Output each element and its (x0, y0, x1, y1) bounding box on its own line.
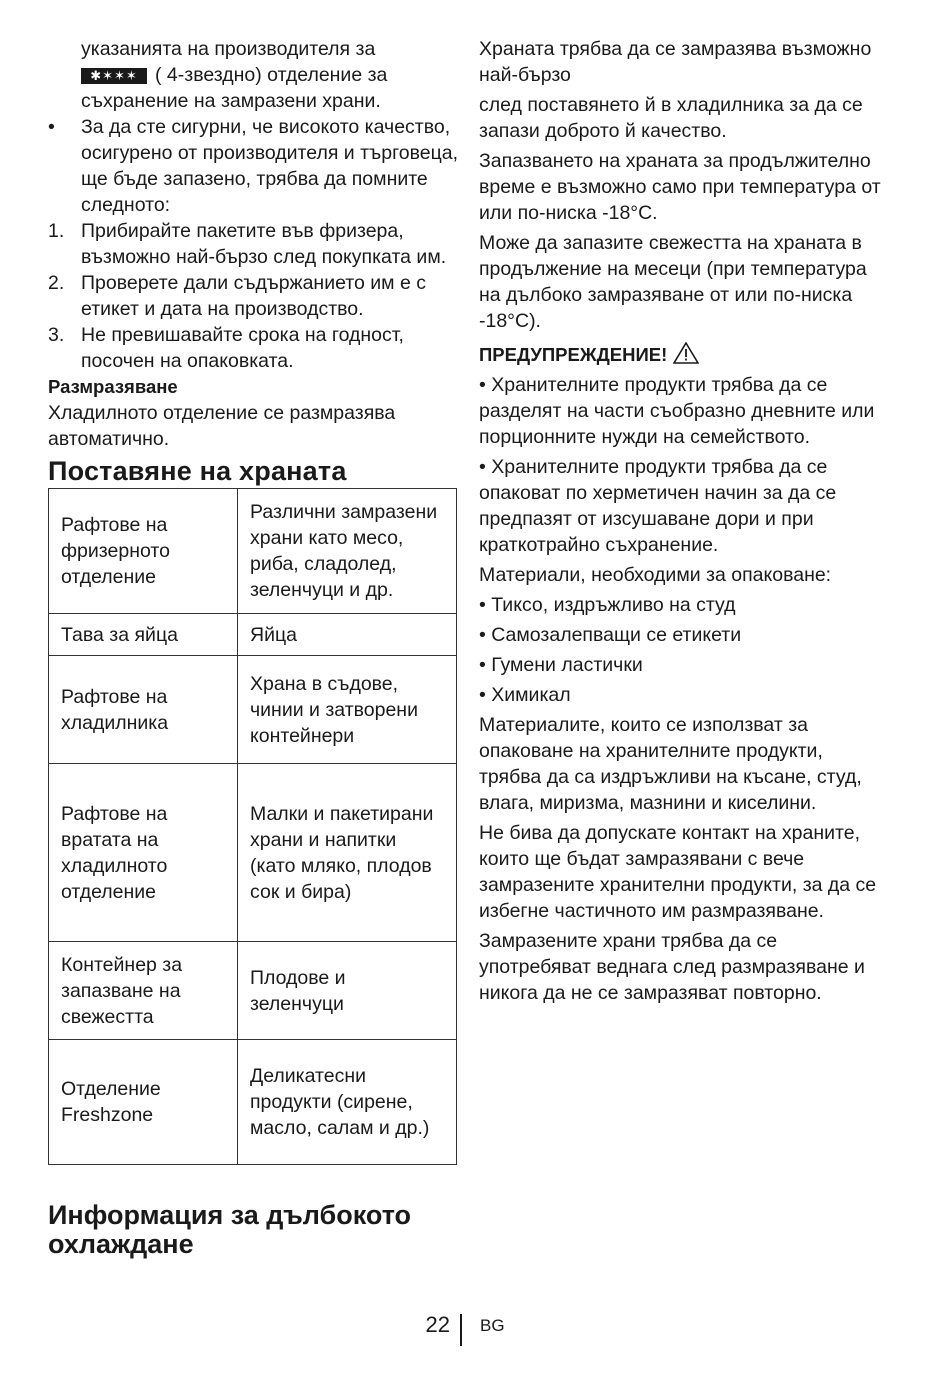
page-footer (0, 1310, 950, 1344)
table-cell-food: Плодове и зеленчуци (238, 942, 457, 1040)
table-row (49, 489, 457, 614)
warning-title: ПРЕДУПРЕЖДЕНИЕ! (479, 344, 668, 365)
table-cell-location: Рафтове на фризерното отделение (49, 489, 238, 614)
list-number: 3. (48, 324, 65, 346)
list-text: Проверете дали съдържанието им е с етикет и дата на производство. (81, 272, 426, 320)
paragraph: Материалите, които се използват за опаковане на хранителните продукти, трябва да са издръжливи на късане, студ, влага, миризма, мазнини и киселини. (479, 714, 862, 814)
material-item: • Гумени ластички (479, 654, 643, 676)
paragraph: Запазването на храната за продължително време е възможно само при температура от или по-ниска -18°C. (479, 150, 881, 224)
language-code: BG (480, 1316, 505, 1335)
bullet-item (48, 114, 458, 218)
paragraph: Не бива да допускате контакт на храните, които ще бъдат замразявани с вече замразените хранителни продукти, за да се избегне частичното им размразяване. (479, 822, 877, 922)
paragraph: Замразените храни трябва да се употребяват веднага след размразяване и никога да не се замразяват повторно. (479, 930, 865, 1004)
table-row (49, 1040, 457, 1165)
paragraph: Може да запазите свежестта на храната в продължение на месеци (при температура на дълбоко замразяване от или по-ниска -18°C). (479, 232, 867, 332)
table-cell-food: Деликатесни продукти (сирене, масло, салам и др.) (238, 1040, 457, 1165)
list-text: Прибирайте пакетите във фризера, възможно най-бързо след покупката им. (81, 220, 447, 268)
right-column (479, 36, 889, 1010)
paragraph: • Хранителните продукти трябва да се разделят на части съобразно дневните или порционните нужди на семейството. (479, 374, 875, 448)
table-row (49, 614, 457, 656)
left-column (48, 36, 458, 1259)
list-number: 2. (48, 272, 65, 294)
table-cell-food: Малки и пакетирани храни и напитки (като мляко, плодов сок и бира) (238, 764, 457, 942)
continuation-text: ( 4-звездно) отделение за (155, 64, 388, 86)
warning-triangle-icon (673, 342, 699, 364)
page-number: 22 (425, 1312, 450, 1337)
deep-freeze-heading: Информация за дълбокото охлаждане (48, 1200, 412, 1259)
table-row (49, 942, 457, 1040)
table-cell-location: Тава за яйца (49, 614, 238, 656)
paragraph: след поставянето й в хладилника за да се запази доброто й качество. (479, 94, 863, 142)
four-star-freezer-icon: ✱✶✶✶ (81, 68, 147, 84)
continuation-line-2 (48, 62, 458, 88)
table-cell-location: Отделение Freshzone (49, 1040, 238, 1165)
table-row (49, 764, 457, 942)
material-item: • Химикал (479, 684, 571, 706)
bullet-text: За да сте сигурни, че високото качество, осигурено от производителя и търговеца, ще бъде запазено, трябва да помните следното: (81, 116, 459, 216)
list-text: Не превишавайте срока на годност, посочен на опаковката. (81, 324, 404, 372)
paragraph: Храната трябва да се замразява възможно най-бързо (479, 38, 872, 86)
list-item (48, 270, 458, 322)
footer-divider (460, 1314, 462, 1346)
table-cell-location: Контейнер за запазване на свежестта (49, 942, 238, 1040)
table-cell-location: Рафтове на хладилника (49, 656, 238, 764)
list-item (48, 322, 458, 374)
material-item: • Тиксо, издръжливо на студ (479, 594, 736, 616)
defrost-heading: Размразяване (48, 376, 178, 397)
material-item: • Самозалепващи се етикети (479, 624, 742, 646)
list-item (48, 218, 458, 270)
placement-heading: Поставяне на храната (48, 456, 347, 486)
continuation-line-3: съхранение на замразени храни. (81, 90, 381, 112)
table-cell-location: Рафтове на вратата на хладилното отделение (49, 764, 238, 942)
table-cell-food: Храна в съдове, чинии и затворени контейнери (238, 656, 457, 764)
table-row (49, 656, 457, 764)
list-number: 1. (48, 220, 65, 242)
table-cell-food: Яйца (238, 614, 457, 656)
defrost-text: Хладилното отделение се размразява автоматично. (48, 402, 396, 450)
paragraph: • Хранителните продукти трябва да се опаковат по херметичен начин за да се предпазят от изсушаване дори и при краткотрайно съхранение. (479, 456, 837, 556)
bullet-marker: • (48, 116, 55, 138)
placement-table (48, 488, 457, 1165)
paragraph: Материали, необходими за опаковане: (479, 564, 832, 586)
table-cell-food: Различни замразени храни като месо, риба, сладолед, зеленчуци и др. (238, 489, 457, 614)
continuation-line-1: указанията на производителя за (81, 38, 376, 60)
warning-heading (479, 342, 889, 368)
